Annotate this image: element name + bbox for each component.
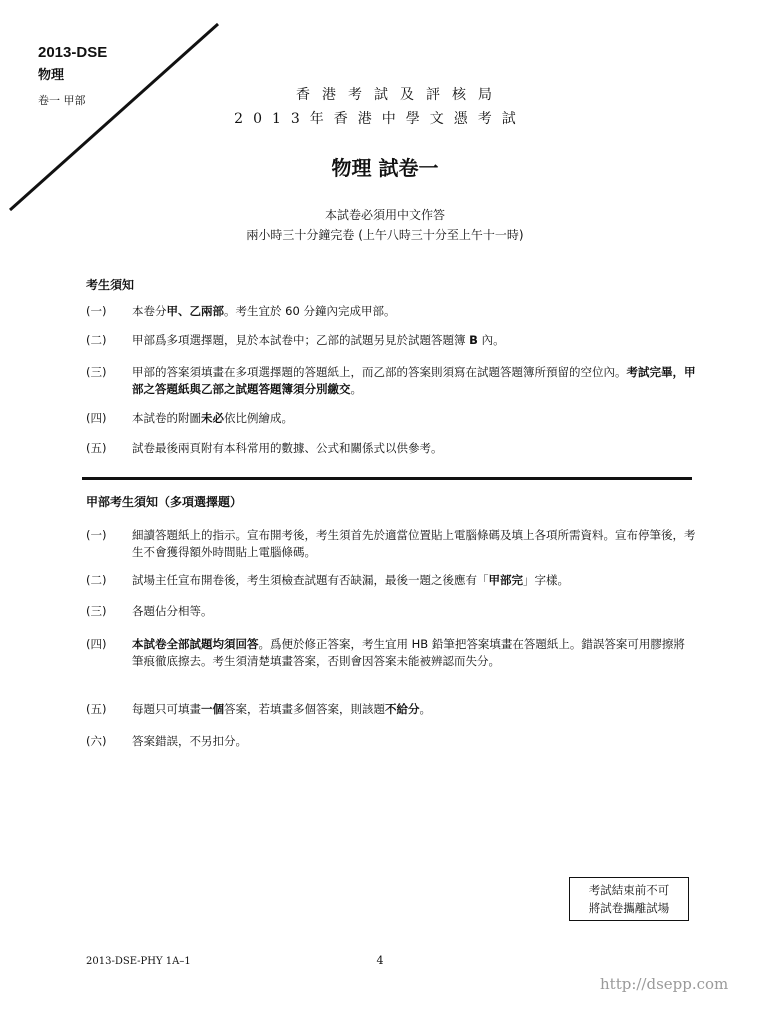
instruction-number: (二) — [86, 333, 107, 347]
do-not-remove-notice — [569, 877, 689, 921]
emphasis-text: 考試完畢，甲部之答題紙與乙部之試題答題簿須分別繳交 — [132, 365, 696, 396]
general-instructions-heading: 考生須知 — [86, 278, 135, 292]
text-run: 試卷最後兩頁附有本科常用的數據、公式和關係式以供參考。 — [132, 441, 443, 455]
instruction-item — [86, 701, 696, 718]
notice-line-1: 考試結束前不可 — [588, 883, 670, 897]
exam-name: 2013年香港中學文憑考試 — [234, 111, 526, 127]
emphasis-text: 一個 — [201, 702, 224, 716]
instruction-number: (一) — [86, 304, 107, 318]
instruction-text — [132, 303, 696, 320]
section-a-heading: 甲部考生須知（多項選擇題） — [86, 495, 243, 509]
instruction-item — [86, 440, 696, 457]
instruction-number: (四) — [86, 637, 107, 651]
instruction-item — [86, 733, 696, 750]
notice-line-2: 將試卷攜離試場 — [588, 901, 670, 915]
text-run: 甲部爲多項選擇題，見於本試卷中；乙部的試題另見於試題答題簿 — [132, 333, 470, 347]
emphasis-text: 本試卷全部試題均須回答 — [132, 637, 259, 651]
language-instruction: 本試卷必須用中文作答 — [324, 208, 445, 222]
instruction-text — [132, 603, 696, 620]
footer-paper-ref: 2013-DSE-PHY 1A–1 — [86, 956, 191, 967]
instruction-item — [86, 636, 696, 670]
text-run: 每題只可填畫 — [132, 702, 201, 716]
instruction-text — [132, 733, 696, 750]
instruction-number: (四) — [86, 411, 107, 425]
text-run: 甲部的答案須填畫在多項選擇題的答題紙上，而乙部的答案則須寫在試題答題簿所預留的空位內。 — [132, 365, 627, 379]
instruction-number: (六) — [86, 734, 107, 748]
instruction-item — [86, 527, 696, 561]
instruction-text — [132, 364, 696, 398]
time-instruction: 兩小時三十分鐘完卷 (上午八時三十分至上午十一時) — [246, 228, 524, 242]
instruction-text — [132, 332, 696, 349]
instruction-text — [132, 572, 696, 589]
instruction-item — [86, 572, 696, 589]
emphasis-text: 甲部完 — [488, 573, 523, 587]
text-run: 」字樣。 — [523, 573, 569, 587]
section-divider — [82, 477, 692, 480]
instruction-text — [132, 410, 696, 427]
instruction-text — [132, 636, 696, 670]
emphasis-text: 甲、乙兩部 — [166, 304, 224, 318]
instruction-text — [132, 527, 696, 561]
page-number: 4 — [376, 954, 384, 967]
instruction-item — [86, 603, 696, 620]
text-run: 細讀答題紙上的指示。宣布開考後，考生須首先於適當位置貼上電腦條碼及填上各項所需資料。宣布停筆後，考生不會獲得額外時間貼上電腦條碼。 — [132, 528, 696, 559]
organisation-name: 香港考試及評核局 — [296, 87, 504, 103]
text-run: 。 — [350, 382, 362, 396]
paper-code: 2013-DSE — [38, 44, 108, 61]
instruction-item — [86, 303, 696, 320]
text-run: 答案錯誤，不另扣分。 — [132, 734, 247, 748]
instruction-item — [86, 364, 696, 398]
subject-label: 物理 — [38, 68, 65, 83]
instruction-text — [132, 440, 696, 457]
emphasis-text: B — [469, 333, 478, 347]
text-run: 試場主任宣布開卷後，考生須檢查試題有否缺漏，最後一題之後應有「 — [132, 573, 489, 587]
instruction-number: (一) — [86, 528, 107, 542]
instruction-number: (五) — [86, 702, 107, 716]
text-run: 本卷分 — [132, 304, 167, 318]
text-run: 內。 — [477, 333, 505, 347]
paper-title: 物理 試卷一 — [331, 156, 439, 180]
instruction-number: (二) — [86, 573, 107, 587]
emphasis-text: 不給分 — [385, 702, 420, 716]
emphasis-text: 未必 — [201, 411, 224, 425]
text-run: 各題佔分相等。 — [132, 604, 213, 618]
text-run: 。 — [419, 702, 431, 716]
section-label: 卷一 甲部 — [38, 94, 86, 107]
watermark-url: http://dsepp.com — [600, 975, 729, 993]
text-run: 依比例繪成。 — [224, 411, 293, 425]
instruction-number: (五) — [86, 441, 107, 455]
instruction-item — [86, 332, 696, 349]
text-run: 。考生宜於 60 分鐘內完成甲部。 — [224, 304, 396, 318]
text-run: 本試卷的附圖 — [132, 411, 201, 425]
instruction-number: (三) — [86, 365, 107, 379]
instruction-text — [132, 701, 696, 718]
instruction-number: (三) — [86, 604, 107, 618]
instruction-item — [86, 410, 696, 427]
text-run: 。爲便於修正答案，考生宜用 HB 鉛筆把答案填畫在答題紙上。錯誤答案可用膠擦將筆痕徹底擦去。考生須清楚填畫答案，否則會因答案未能被辨認而失分。 — [132, 637, 685, 668]
text-run: 答案，若填畫多個答案，則該題 — [224, 702, 385, 716]
